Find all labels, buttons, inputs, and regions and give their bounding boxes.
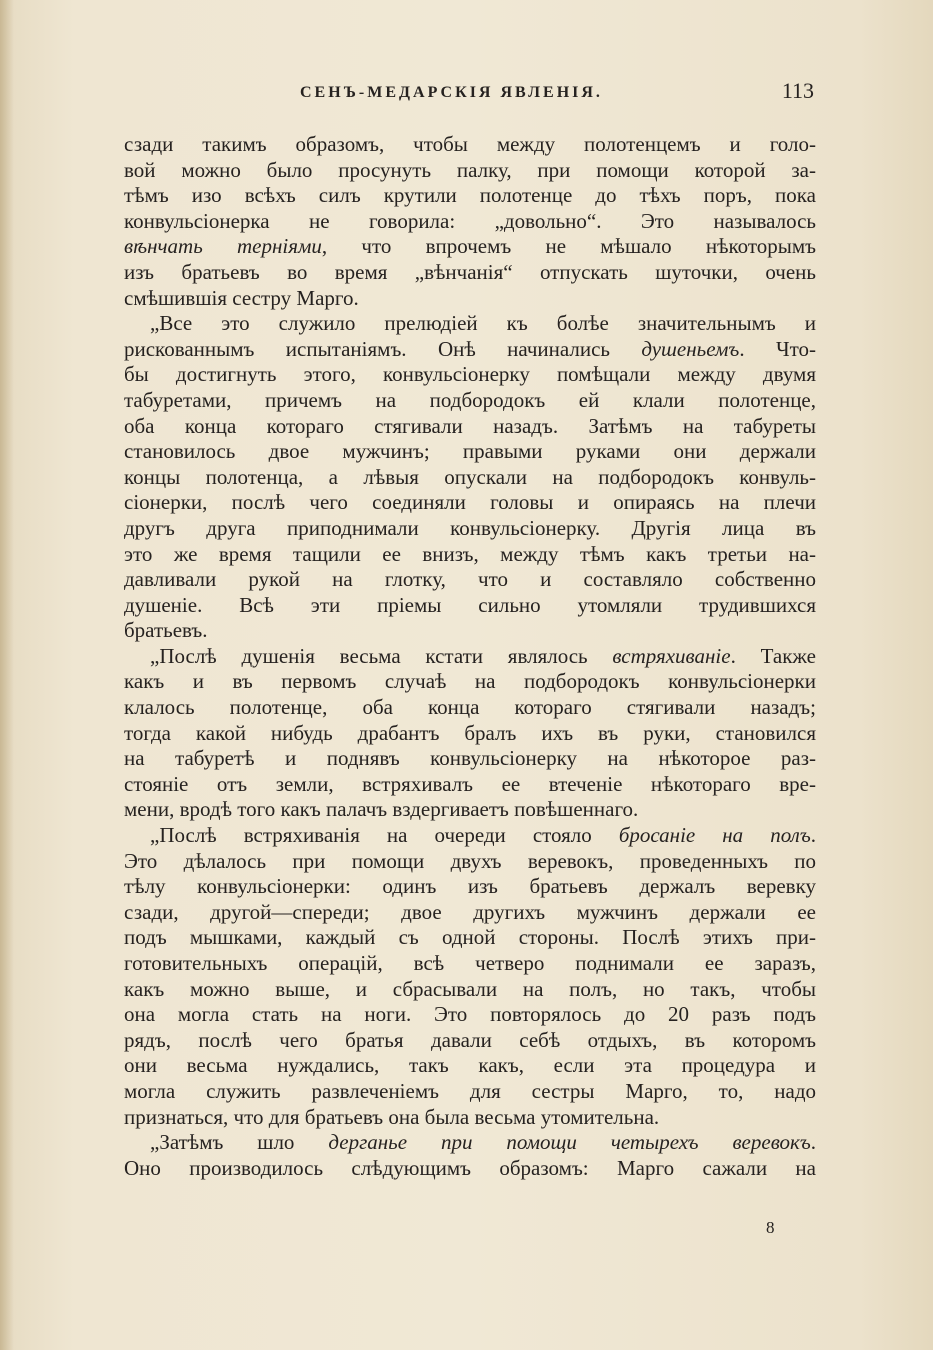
- italic-term: встряхиваніе: [612, 643, 731, 668]
- text-line: [124, 158, 816, 184]
- text-line: [124, 183, 816, 209]
- text-line: [124, 490, 816, 516]
- text-line: [124, 414, 816, 440]
- text-segment: это же время тащили ее внизъ, между тѣмъ какъ третьи на-: [124, 541, 816, 566]
- text-line: [124, 311, 816, 337]
- text-segment: она могла стать на ноги. Это повторялось до 20 разъ подъ: [124, 1002, 816, 1027]
- text-line: [124, 542, 816, 568]
- text-line: [124, 746, 816, 772]
- text-line: [124, 1156, 816, 1182]
- text-segment: давливали рукой на глотку, что и составляло собственно: [124, 567, 816, 592]
- text-segment: душеніе. Всѣ эти пріемы сильно утомляли трудившихся: [124, 592, 816, 617]
- page-number: 113: [781, 78, 814, 103]
- text-segment: подъ мышками, каждый съ одной стороны. Послѣ этихъ при-: [124, 925, 816, 950]
- text-segment: бы достигнуть этого, конвульсіонерку помѣщали между двумя: [124, 362, 816, 387]
- italic-term: вѣнчать терніями: [124, 234, 322, 259]
- text-line: [124, 1053, 816, 1079]
- text-line: [124, 286, 816, 312]
- text-line: [124, 925, 816, 951]
- text-line: [124, 1105, 816, 1131]
- text-segment: , что впрочемъ не мѣшало нѣкоторымъ: [321, 234, 816, 259]
- text-segment: „Все это служило прелюдіей къ болѣе значительнымъ и: [150, 311, 816, 336]
- text-segment: . Что-: [739, 336, 816, 361]
- text-segment: изъ братьевъ во время „вѣнчанія“ отпускать шуточки, очень: [124, 259, 816, 284]
- text-line: [124, 234, 816, 260]
- text-segment: тѣлу конвульсіонерки: одинъ изъ братьевъ держалъ веревку: [124, 874, 816, 899]
- text-segment: Оно производилось слѣдующимъ образомъ: Марго сажали на: [124, 1155, 816, 1180]
- text-line: [124, 797, 816, 823]
- text-segment: „Затѣмъ шло: [150, 1130, 329, 1155]
- text-segment: мени, вродѣ того какъ палачъ вздергиваетъ повѣшеннаго.: [124, 797, 639, 822]
- text-line: [124, 439, 816, 465]
- text-line: [124, 874, 816, 900]
- text-segment: смѣшившія сестру Марго.: [124, 285, 359, 310]
- body-text: [124, 132, 816, 1181]
- text-segment: какъ и въ первомъ случаѣ на подбородокъ конвульсіонерки: [124, 669, 816, 694]
- text-line: [124, 1028, 816, 1054]
- text-segment: рискованнымъ испытаніямъ. Онѣ начинались: [124, 336, 642, 361]
- text-line: [124, 516, 816, 542]
- text-segment: оба конца котораго стягивали назадъ. Затѣмъ на табуреты: [124, 413, 816, 438]
- text-segment: стояніе отъ земли, встряхивалъ ее втеченіе нѣкотораго вре-: [124, 771, 816, 796]
- text-line: [124, 900, 816, 926]
- text-line: [124, 951, 816, 977]
- text-segment: какъ можно выше, и сбрасывали на полъ, но такъ, чтобы: [124, 976, 816, 1001]
- text-segment: братьевъ.: [124, 618, 208, 643]
- text-line: [124, 337, 816, 363]
- italic-term: дерганье при помощи четырехъ веревокъ: [328, 1130, 811, 1155]
- text-line: [124, 644, 816, 670]
- text-segment: становилось двое мужчинъ; правыми руками они держали: [124, 439, 816, 464]
- text-segment: Это дѣлалось при помощи двухъ веревокъ, проведенныхъ по: [124, 848, 816, 873]
- text-segment: они весьма нуждались, такъ какъ, если эта процедура и: [124, 1053, 816, 1078]
- text-segment: на табуретѣ и поднявъ конвульсіонерку на нѣкоторое раз-: [124, 746, 816, 771]
- text-segment: „Послѣ встряхиванія на очереди стояло: [150, 823, 619, 848]
- text-line: [124, 849, 816, 875]
- text-line: [124, 209, 816, 235]
- text-segment: другъ друга приподнимали конвульсіонерку. Другія лица въ: [124, 515, 816, 540]
- text-segment: готовительныхъ операцій, всѣ четверо поднимали ее заразъ,: [124, 951, 816, 975]
- text-line: [124, 1130, 816, 1156]
- text-segment: сзади, другой—спереди; двое другихъ мужчинъ держали ее: [124, 899, 816, 924]
- text-line: [124, 362, 816, 388]
- text-line: [124, 823, 816, 849]
- page-edge-shadow: [0, 0, 14, 1350]
- page-header: [122, 78, 816, 108]
- text-segment: клалось полотенце, оба конца котораго стягивали назадъ;: [124, 695, 816, 720]
- printer-signature-mark: 8: [766, 1218, 775, 1237]
- text-segment: .: [810, 1130, 817, 1155]
- text-line: [124, 977, 816, 1003]
- text-segment: тѣмъ изо всѣхъ силъ крутили полотенце до тѣхъ поръ, пока: [124, 183, 816, 208]
- text-line: [124, 593, 816, 619]
- text-segment: признаться, что для братьевъ она была весьма утомительна.: [124, 1104, 660, 1129]
- italic-term: бросаніе на полъ: [618, 823, 811, 848]
- text-line: [124, 567, 816, 593]
- text-segment: могла служить развлеченіемъ для сестры Марго, то, надо: [124, 1078, 816, 1103]
- text-line: [124, 772, 816, 798]
- text-line: [124, 465, 816, 491]
- text-line: [124, 1002, 816, 1028]
- text-segment: тогда какой нибудь драбантъ бралъ ихъ въ руки, становился: [124, 720, 816, 745]
- text-segment: .: [810, 823, 816, 848]
- text-segment: вой можно было просунуть палку, при помощи которой за-: [124, 157, 816, 182]
- italic-term: душеньемъ: [641, 336, 740, 361]
- text-segment: сіонерки, послѣ чего соединяли головы и опираясь на плечи: [124, 490, 816, 515]
- text-segment: рядъ, послѣ чего братья давали себѣ отдыхъ, въ которомъ: [124, 1027, 816, 1052]
- text-line: [124, 1079, 816, 1105]
- text-segment: табуретами, причемъ на подбородокъ ей клали полотенце,: [124, 387, 816, 412]
- text-segment: . Также: [730, 643, 816, 668]
- text-line: [124, 721, 816, 747]
- text-line: [124, 132, 816, 158]
- text-line: [124, 260, 816, 286]
- text-segment: сзади такимъ образомъ, чтобы между полотенцемъ и голо-: [124, 132, 816, 156]
- text-segment: концы полотенца, а лѣвыя опускали на подбородокъ конвуль-: [124, 464, 816, 489]
- text-segment: „Послѣ душенія весьма кстати являлось: [150, 643, 613, 668]
- text-line: [124, 618, 816, 644]
- text-segment: конвульсіонерка не говорила: „довольно“. Это называлось: [124, 208, 816, 233]
- running-head: СЕНЪ-МЕДАРСКІЯ ЯВЛЕНІЯ.: [300, 84, 603, 101]
- text-line: [124, 695, 816, 721]
- text-line: [124, 388, 816, 414]
- text-line: [124, 669, 816, 695]
